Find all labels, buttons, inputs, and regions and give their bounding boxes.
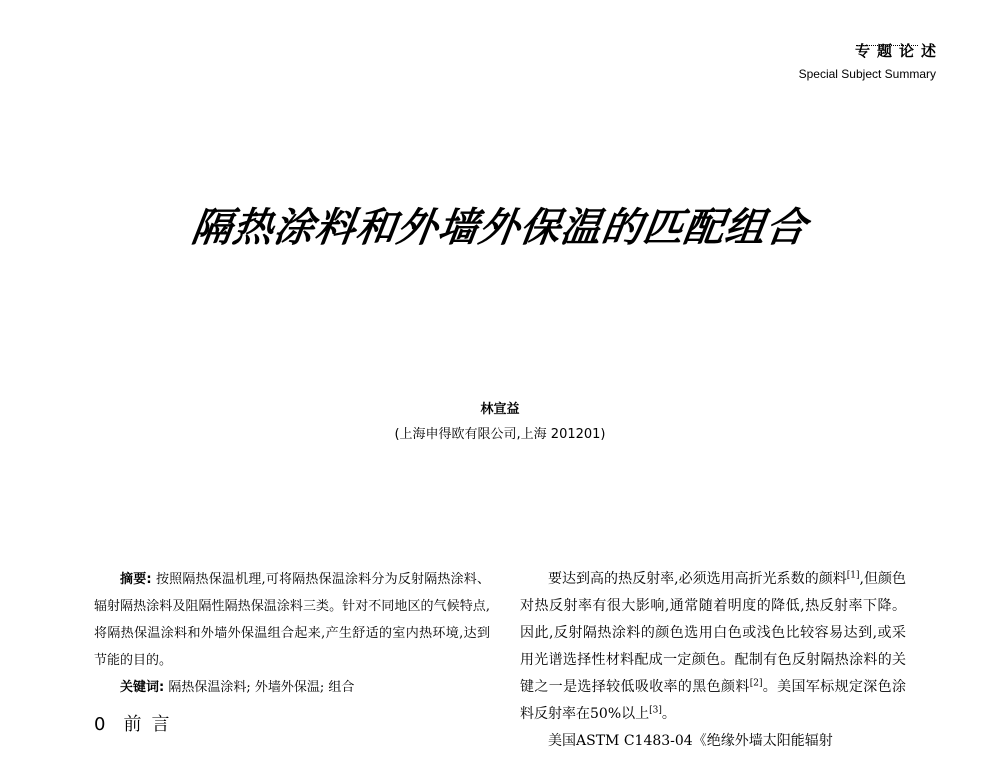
section-number: 0	[94, 714, 106, 735]
keywords-text: 隔热保温涂料; 外墙外保温; 组合	[168, 680, 355, 695]
body-text: 。	[661, 706, 676, 722]
abstract	[94, 566, 490, 674]
column-title-zh: 专题论述	[854, 42, 943, 60]
right-column	[520, 566, 906, 755]
body-paragraph-partial	[520, 728, 906, 755]
column-header	[798, 40, 943, 81]
citation: [2]	[749, 678, 763, 689]
body-text: ,但颜色对热反射率有很大影响,通常随着明度的降低,热反射率下降。因此,反射隔热涂料的颜色选用白色或浅色比较容易达到,或采用光谱选择性材料配成一定颜色。配制有色反射隔热涂料的关键之一是选择较低吸收率的黑色颜料	[520, 571, 907, 695]
author-affiliation: (上海申得欧有限公司,上海 201201)	[394, 427, 606, 442]
column-title-en: Special Subject Summary	[798, 67, 936, 81]
body-paragraph	[520, 566, 906, 728]
body-text: 。美国军标规定深色涂料反射率在50%以上	[520, 679, 907, 722]
body-text: 要达到高的热反射率,必须选用高折光系数的颜料	[548, 571, 847, 587]
abstract-label: 摘要:	[120, 572, 152, 587]
citation: [1]	[846, 570, 860, 581]
author-name: 林宣益	[480, 402, 520, 417]
article-title: 隔热涂料和外墙外保温的匹配组合	[188, 205, 811, 251]
left-column	[94, 566, 490, 737]
keywords	[94, 674, 490, 701]
citation: [3]	[649, 705, 662, 716]
body-text: 美国ASTM C1483-04《绝缘外墙太阳能辐射	[548, 733, 833, 749]
section-heading	[94, 713, 490, 737]
abstract-text: 按照隔热保温机理,可将隔热保温涂料分为反射隔热涂料、辐射隔热涂料及阻隔性隔热保温涂料三类。针对不同地区的气候特点,将隔热保温涂料和外墙外保温组合起来,产生舒适的室内热环境,达到节能的目的。	[94, 572, 490, 668]
keywords-label: 关键词:	[120, 680, 165, 695]
section-title: 前言	[123, 714, 180, 735]
